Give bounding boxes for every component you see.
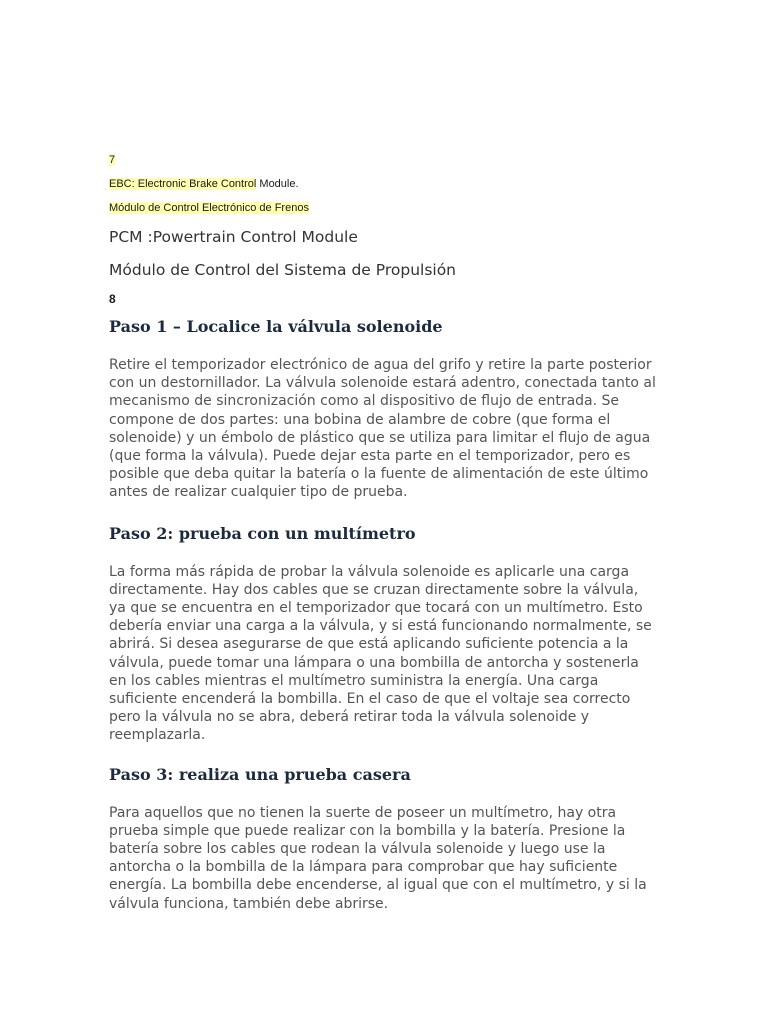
step-1-body: Retire el temporizador electrónico de agua del grifo y retire la parte posterior con un destornillador. La válvula solenoide estará adentro, conectada tanto al mecanismo de sincronización como al dispositivo de flujo de entrada. Se compone de dos partes: una bobina de alambre de cobre (que forma el solenoide) y un émbolo de plástico que se utiliza para limitar el flujo de agua (que forma la válvula). Puede dejar esta parte en el temporizador, pero es posible que deba quitar la batería o la fuente de alimentación de este último antes de realizar cualquier tipo de prueba. <box>109 357 656 501</box>
step-3-body: Para aquellos que no tienen la suerte de poseer un multímetro, hay otra prueba simple que puede realizar con la bombilla y la batería. Presione la batería sobre los cables que rodean la válvula solenoide y luego use la antorcha o la bombilla de la lámpara para comprobar que hay suficiente energía. La bombilla debe encenderse, al igual que con el multímetro, y si la válvula funciona, también debe abrirse. <box>109 804 647 912</box>
ebc-definition <box>109 177 657 191</box>
pcm-definition: PCM :Powertrain Control Module <box>109 228 358 246</box>
step-2-body: La forma más rápida de probar la válvula solenoide es aplicarle una carga directamente. Hay dos cables que se cruzan directamente sobre la válvula, ya que se encuentra en el temporizador que tocará con un multímetro. Esto debería enviar una carga a la válvula, y si está funcionando normalmente, se abrirá. Si desea asegurarse de que está aplicando suficiente potencia a la válvula, puede tomar una lámpara o una bombilla de antorcha y sostenerla en los cables mientras el multímetro suministra la energía. Una carga suficiente encenderá la bombilla. En el caso de que el voltaje sea correcto pero la válvula no se abra, deberá retirar toda la válvula solenoide y reemplazarla. <box>109 563 652 744</box>
document-content <box>109 153 657 913</box>
page-number-8: 8 <box>109 292 116 306</box>
ebc-rest-text: Module. <box>256 178 299 190</box>
step-2-heading: Paso 2: prueba con un multímetro <box>109 523 416 543</box>
page-number-7: 7 <box>109 154 116 166</box>
pcm-spanish-definition: Módulo de Control del Sistema de Propulsión <box>109 261 457 279</box>
step-3-heading: Paso 3: realiza una prueba casera <box>109 764 411 784</box>
ebc-spanish-definition: Módulo de Control Electrónico de Frenos <box>109 202 309 214</box>
ebc-highlighted-text: EBC: Electronic Brake Control <box>109 178 257 190</box>
step-1-heading: Paso 1 – Localice la válvula solenoide <box>109 317 443 336</box>
